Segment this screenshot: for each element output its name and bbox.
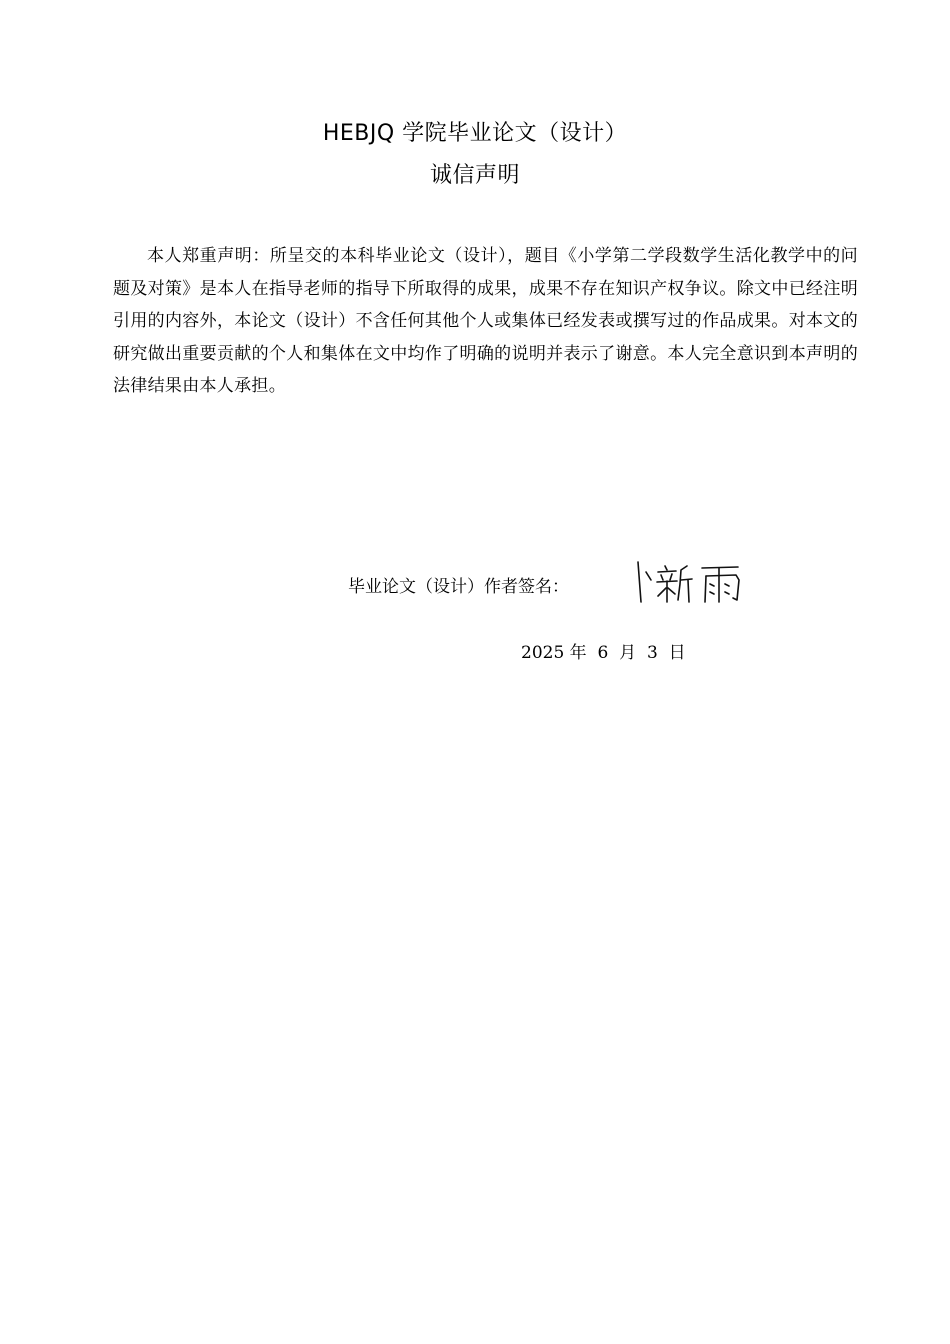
signature-label: 毕业论文（设计）作者签名： bbox=[348, 577, 569, 597]
page-title: HEBJQ 学院毕业论文（设计） bbox=[322, 121, 628, 146]
declaration-body: 本人郑重声明：所呈交的本科毕业论文（设计），题目《小学第二学段数学生活化教学中的问题及对策》是本人在指导老师的指导下所取得的成果，成果不存在知识产权争议。除文中已经注明引用的内容外，本论文（设计）不含任何其他个人或集体已经发表或撰写过的作品成果。对本文的研究做出重要贡献的个人和集体在文中均作了明确的说明并表示了谢意。本人完全意识到本声明的法律结果由本人承担。 bbox=[113, 246, 858, 396]
signing-date bbox=[521, 638, 686, 663]
date-month-unit: 月 bbox=[619, 643, 637, 663]
date-year: 2025 bbox=[521, 643, 565, 663]
date-month: 6 bbox=[597, 643, 609, 663]
date-day: 3 bbox=[646, 643, 658, 663]
date-day-unit: 日 bbox=[668, 643, 686, 663]
date-year-unit: 年 bbox=[569, 643, 587, 663]
page-subtitle: 诚信声明 bbox=[429, 163, 520, 188]
handwritten-signature bbox=[632, 558, 767, 610]
